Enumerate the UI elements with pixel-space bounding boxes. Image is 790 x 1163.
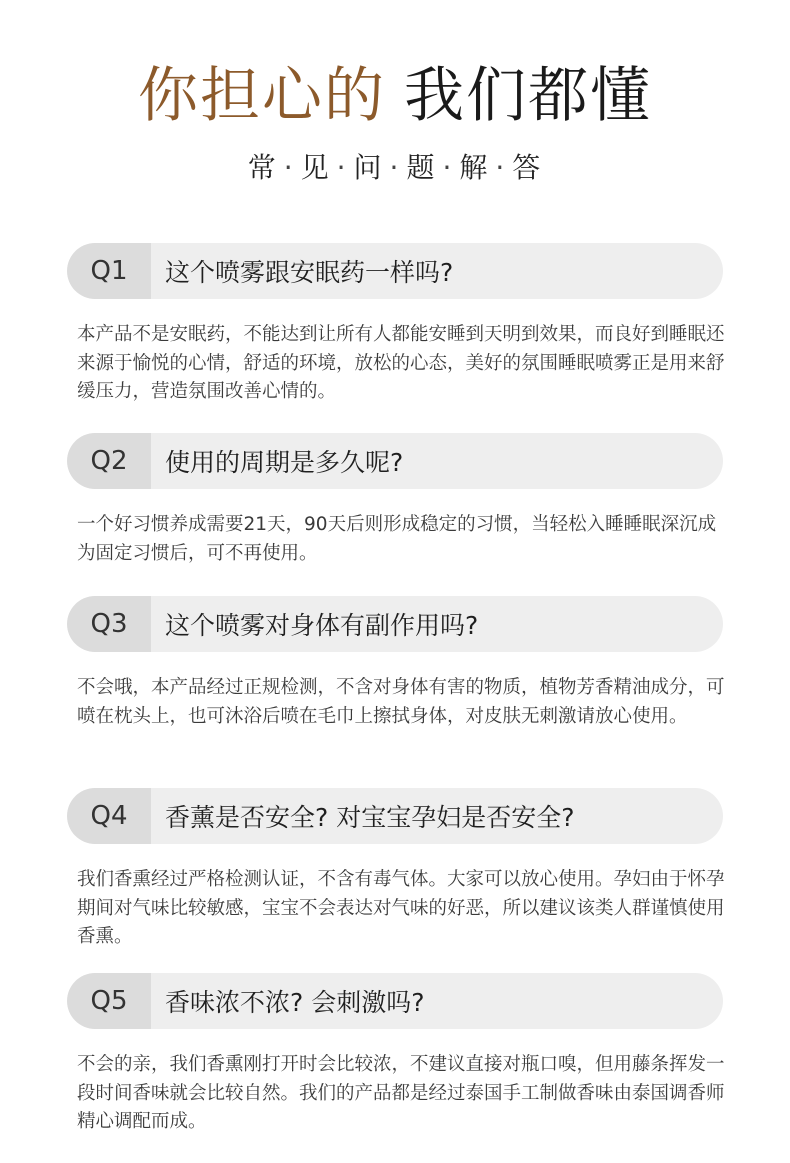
subtitle-char: 常: [247, 151, 278, 184]
question-text: 使用的周期是多久呢?: [165, 448, 404, 477]
faq-item-5: [67, 973, 723, 1137]
answer-text: 一个好习惯养成需要21天，90天后则形成稳定的习惯，当轻松入睡睡眠深沉成为固定习惯后，可不再使用。: [77, 514, 717, 564]
answer-text: 不会哦，本产品经过正规检测，不含对身体有害的物质，植物芳香精油成分，可喷在枕头上，也可沐浴后喷在毛巾上擦拭身体，对皮肤无刺激请放心使用。: [77, 677, 725, 727]
question-bar: [67, 433, 723, 489]
question-number-badge: Q3: [67, 596, 151, 652]
subtitle-char: 题: [406, 151, 437, 184]
question-bar: [67, 596, 723, 652]
question-number-badge: Q1: [67, 243, 151, 299]
subtitle-char: 问: [353, 151, 384, 184]
question-text: 香味浓不浓? 会刺激吗?: [165, 988, 425, 1017]
question-bar: [67, 243, 723, 299]
question-bar: [67, 973, 723, 1029]
subtitle-separator: ·: [336, 151, 348, 184]
faq-item-3: [67, 596, 723, 731]
question-number-badge: Q2: [67, 433, 151, 489]
answer-text: 我们香熏经过严格检测认证，不含有毒气体。大家可以放心使用。孕妇由于怀孕期间对气味比较敏感，宝宝不会表达对气味的好恶，所以建议该类人群谨慎使用香熏。: [77, 869, 725, 947]
question-text: 这个喷雾对身体有副作用吗?: [165, 611, 479, 640]
subtitle-char: 解: [459, 151, 490, 184]
answer-text: 不会的亲，我们香熏刚打开时会比较浓，不建议直接对瓶口嗅，但用藤条挥发一段时间香味就会比较自然。我们的产品都是经过泰国手工制做香味由泰国调香师精心调配而成。: [77, 1054, 725, 1132]
question-number-badge: Q4: [67, 788, 151, 844]
page-title: [0, 60, 790, 132]
question-bar: [67, 788, 723, 844]
question-text: 香薰是否安全? 对宝宝孕妇是否安全?: [165, 803, 575, 832]
page-header: [0, 60, 790, 186]
page-subtitle: [0, 150, 790, 186]
title-main-text: 我们都懂: [404, 61, 652, 131]
subtitle-separator: ·: [442, 151, 454, 184]
answer-text: 本产品不是安眠药，不能达到让所有人都能安睡到天明到效果，而良好到睡眠还来源于愉悦的心情，舒适的环境，放松的心态，美好的氛围睡眠喷雾正是用来舒缓压力，营造氛围改善心情的。: [77, 324, 725, 402]
faq-item-4: [67, 788, 723, 952]
faq-item-2: [67, 433, 723, 568]
subtitle-separator: ·: [495, 151, 507, 184]
question-text: 这个喷雾跟安眠药一样吗?: [165, 258, 454, 287]
subtitle-char: 见: [300, 151, 331, 184]
subtitle-separator: ·: [283, 151, 295, 184]
question-number-badge: Q5: [67, 973, 151, 1029]
title-accent-text: 你担心的: [138, 61, 386, 131]
subtitle-char: 答: [512, 151, 543, 184]
faq-item-1: [67, 243, 723, 407]
subtitle-separator: ·: [389, 151, 401, 184]
